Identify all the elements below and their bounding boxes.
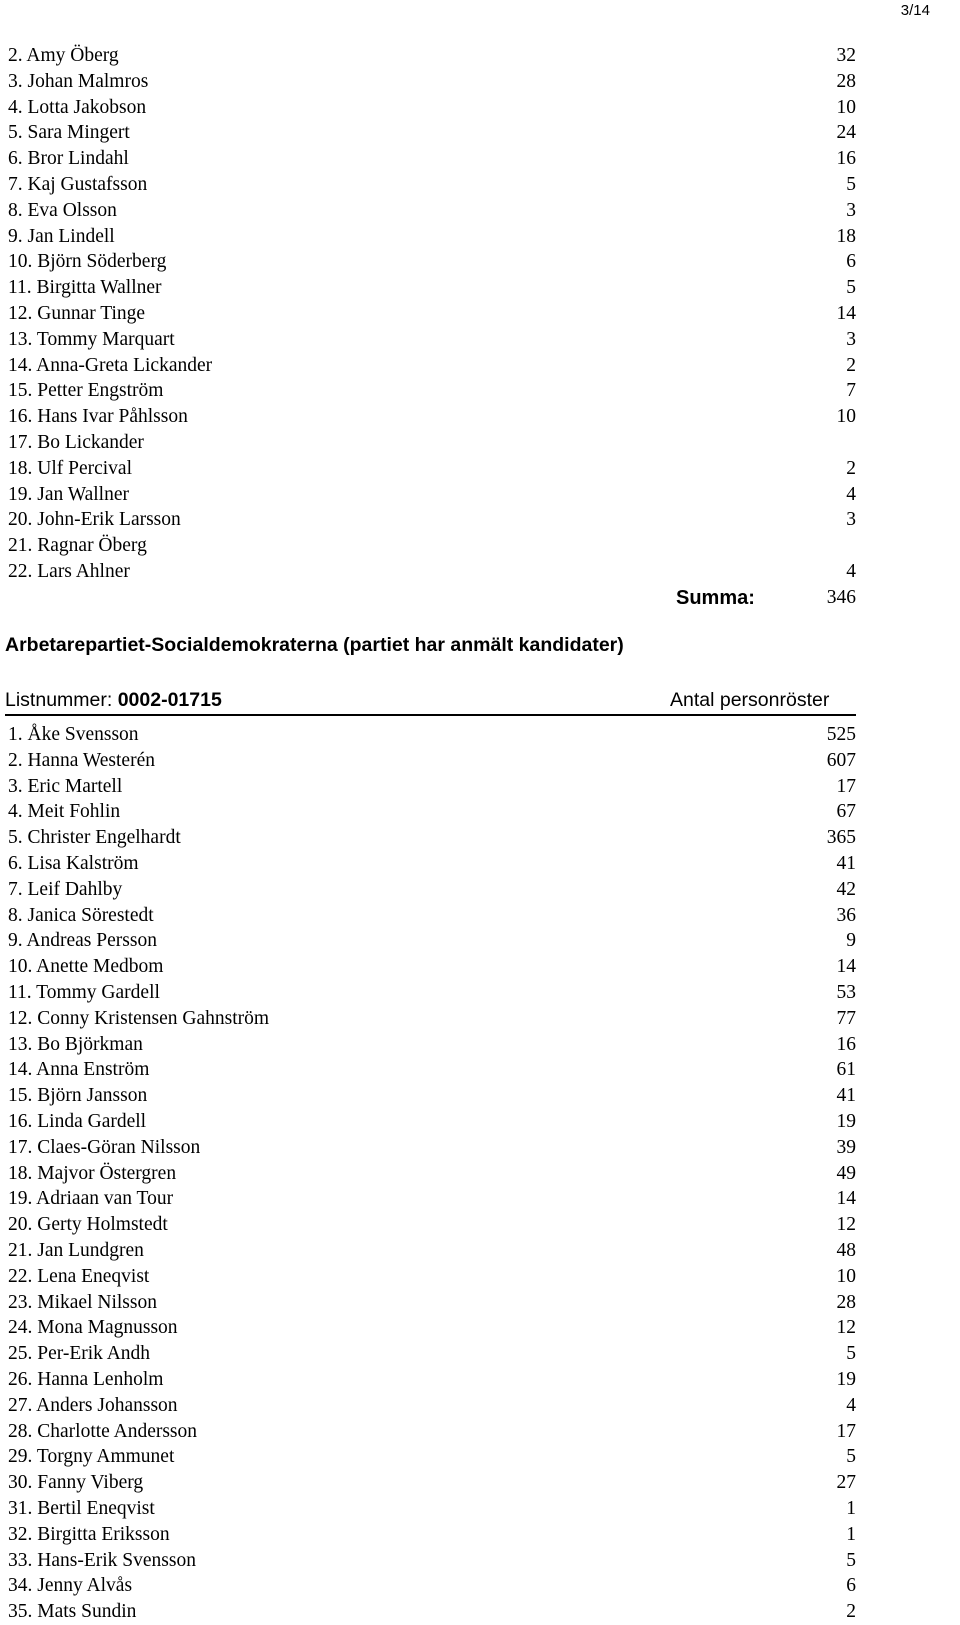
candidate-votes: 10	[836, 1265, 856, 1287]
candidate-votes: 17	[836, 775, 856, 797]
candidate-row	[8, 95, 856, 121]
candidate-votes: 49	[836, 1162, 856, 1184]
candidate-name: 4. Meit Fohlin	[8, 801, 121, 823]
candidate-votes: 14	[836, 302, 856, 324]
candidate-row	[8, 1161, 856, 1187]
candidate-name: 6. Lisa Kalström	[8, 852, 139, 874]
candidate-votes: 41	[836, 1085, 856, 1107]
candidate-row	[8, 198, 856, 224]
candidate-votes: 5	[846, 1343, 856, 1365]
candidate-row	[8, 69, 856, 95]
candidate-votes: 17	[836, 1420, 856, 1442]
candidate-name: 11. Tommy Gardell	[8, 981, 160, 1003]
candidate-votes: 19	[836, 1110, 856, 1132]
candidate-name: 6. Bror Lindahl	[8, 148, 129, 170]
candidate-votes: 5	[846, 173, 856, 195]
candidate-name: 29. Torgny Ammunet	[8, 1446, 175, 1468]
candidate-votes: 18	[836, 225, 856, 247]
candidate-votes: 28	[836, 70, 856, 92]
party-candidate-list	[8, 722, 856, 1625]
candidate-name: 13. Tommy Marquart	[8, 328, 175, 350]
candidate-name: 8. Eva Olsson	[8, 199, 117, 221]
candidate-row	[8, 249, 856, 275]
candidate-row	[8, 1419, 856, 1445]
candidate-row	[8, 1212, 856, 1238]
candidate-name: 19. Adriaan van Tour	[8, 1188, 174, 1210]
candidate-votes: 10	[836, 96, 856, 118]
candidate-name: 27. Anders Johansson	[8, 1394, 178, 1416]
candidate-row	[8, 1470, 856, 1496]
candidate-row	[8, 1393, 856, 1419]
candidate-votes: 9	[846, 930, 856, 952]
candidate-votes: 3	[846, 199, 856, 221]
candidate-votes: 6	[846, 1575, 856, 1597]
candidate-row	[8, 1573, 856, 1599]
candidate-name: 31. Bertil Eneqvist	[8, 1497, 155, 1519]
candidate-row	[8, 1032, 856, 1058]
candidate-row	[8, 172, 856, 198]
candidate-row	[8, 1083, 856, 1109]
candidate-name: 7. Leif Dahlby	[8, 878, 123, 900]
candidate-name: 20. Gerty Holmstedt	[8, 1214, 168, 1236]
summa-value: 346	[826, 587, 856, 608]
candidate-name: 9. Jan Lindell	[8, 225, 115, 247]
candidate-name: 7. Kaj Gustafsson	[8, 173, 148, 195]
candidate-row	[8, 1444, 856, 1470]
candidate-votes: 61	[836, 1059, 856, 1081]
candidate-row	[8, 825, 856, 851]
candidate-votes: 607	[826, 749, 856, 771]
candidate-votes: 48	[836, 1239, 856, 1261]
candidate-name: 24. Mona Magnusson	[8, 1317, 178, 1339]
candidate-name: 19. Jan Wallner	[8, 483, 129, 505]
candidate-row	[8, 1057, 856, 1083]
candidate-row	[8, 533, 856, 559]
candidate-name: 10. Anette Medbom	[8, 956, 164, 978]
candidate-row	[8, 1264, 856, 1290]
candidate-votes: 3	[846, 328, 856, 350]
candidate-votes: 12	[836, 1317, 856, 1339]
candidate-votes: 6	[846, 251, 856, 273]
candidate-name: 15. Petter Engström	[8, 380, 164, 402]
candidate-votes: 36	[836, 904, 856, 926]
candidate-row	[8, 1496, 856, 1522]
candidate-name: 14. Anna-Greta Lickander	[8, 354, 213, 376]
candidate-votes: 39	[836, 1136, 856, 1158]
candidate-name: 2. Hanna Westerén	[8, 749, 155, 771]
candidate-votes: 4	[846, 483, 856, 505]
candidate-name: 33. Hans-Erik Svensson	[8, 1549, 196, 1571]
candidate-row	[8, 120, 856, 146]
candidate-row	[8, 224, 856, 250]
candidate-votes: 7	[846, 380, 856, 402]
list-number-value: 0002-01715	[117, 689, 222, 711]
candidate-name: 12. Gunnar Tinge	[8, 302, 146, 324]
candidate-row	[8, 327, 856, 353]
candidate-votes: 2	[846, 354, 856, 376]
candidate-name: 22. Lars Ahlner	[8, 560, 130, 582]
candidate-row	[8, 404, 856, 430]
candidate-name: 30. Fanny Viberg	[8, 1472, 144, 1494]
summa-label: Summa:	[676, 587, 755, 609]
candidate-votes: 2	[846, 1601, 856, 1623]
candidate-row	[8, 1599, 856, 1625]
candidate-votes: 53	[836, 981, 856, 1003]
candidate-row	[8, 1109, 856, 1135]
candidate-votes: 365	[826, 827, 856, 849]
candidate-row	[8, 1367, 856, 1393]
candidate-row	[8, 507, 856, 533]
candidate-row	[8, 1135, 856, 1161]
candidate-row	[8, 378, 856, 404]
candidate-name: 3. Eric Martell	[8, 775, 123, 797]
candidate-row	[8, 928, 856, 954]
candidate-row	[8, 851, 856, 877]
candidate-row	[8, 275, 856, 301]
candidate-votes: 1	[846, 1523, 856, 1545]
candidate-votes: 1	[846, 1497, 856, 1519]
candidate-row	[8, 482, 856, 508]
candidate-votes: 14	[836, 956, 856, 978]
candidate-name: 26. Hanna Lenholm	[8, 1368, 164, 1390]
candidate-name: 14. Anna Enström	[8, 1059, 150, 1081]
candidate-row	[8, 456, 856, 482]
candidate-votes: 14	[836, 1188, 856, 1210]
candidate-name: 21. Ragnar Öberg	[8, 535, 147, 557]
candidate-row	[8, 559, 856, 585]
candidate-row	[8, 954, 856, 980]
candidate-row	[8, 430, 856, 456]
candidate-votes: 41	[836, 852, 856, 874]
list-number-label: Listnummer:	[5, 689, 118, 711]
list-number	[5, 686, 222, 714]
candidate-votes: 5	[846, 1446, 856, 1468]
candidate-name: 16. Hans Ivar Påhlsson	[8, 406, 188, 428]
candidate-votes: 24	[836, 122, 856, 144]
candidate-row	[8, 1238, 856, 1264]
candidate-votes: 525	[826, 724, 856, 745]
candidate-row	[8, 43, 856, 69]
candidate-row	[8, 774, 856, 800]
candidate-name: 16. Linda Gardell	[8, 1110, 147, 1132]
summa-row	[8, 584, 856, 612]
candidate-votes: 28	[836, 1291, 856, 1313]
candidate-name: 12. Conny Kristensen Gahnström	[8, 1007, 270, 1029]
candidate-name: 4. Lotta Jakobson	[8, 96, 147, 118]
candidate-row	[8, 799, 856, 825]
candidate-votes: 2	[846, 457, 856, 479]
candidate-votes: 32	[836, 45, 856, 66]
candidate-votes: 42	[836, 878, 856, 900]
candidate-votes: 5	[846, 277, 856, 299]
candidate-name: 20. John-Erik Larsson	[8, 509, 181, 531]
candidate-votes: 27	[836, 1472, 856, 1494]
page-number: 3/14	[900, 2, 930, 19]
candidate-name: 15. Björn Jansson	[8, 1085, 148, 1107]
candidate-name: 1. Åke Svensson	[8, 724, 139, 745]
candidate-name: 11. Birgitta Wallner	[8, 277, 162, 299]
candidate-name: 5. Sara Mingert	[8, 122, 130, 144]
candidate-votes: 4	[846, 1394, 856, 1416]
candidate-name: 13. Bo Björkman	[8, 1033, 143, 1055]
candidate-name: 22. Lena Eneqvist	[8, 1265, 150, 1287]
candidate-name: 5. Christer Engelhardt	[8, 827, 181, 849]
candidate-name: 3. Johan Malmros	[8, 70, 149, 92]
candidate-name: 34. Jenny Alvås	[8, 1575, 133, 1597]
previous-candidate-list	[8, 43, 856, 585]
candidate-row	[8, 980, 856, 1006]
candidate-row	[8, 301, 856, 327]
candidate-votes: 4	[846, 560, 856, 582]
candidate-row	[8, 1186, 856, 1212]
candidate-votes: 19	[836, 1368, 856, 1390]
candidate-name: 18. Ulf Percival	[8, 457, 133, 479]
candidate-name: 9. Andreas Persson	[8, 930, 157, 952]
candidate-name: 2. Amy Öberg	[8, 45, 119, 66]
candidate-name: 17. Bo Lickander	[8, 431, 144, 453]
candidate-row	[8, 1341, 856, 1367]
candidate-row	[8, 146, 856, 172]
candidate-row	[8, 722, 856, 748]
candidate-name: 35. Mats Sundin	[8, 1601, 137, 1623]
candidate-row	[8, 353, 856, 379]
candidate-row	[8, 1522, 856, 1548]
candidate-name: 18. Majvor Östergren	[8, 1162, 177, 1184]
candidate-votes: 12	[836, 1214, 856, 1236]
candidate-row	[8, 903, 856, 929]
candidate-row	[8, 1006, 856, 1032]
candidate-row	[8, 1290, 856, 1316]
candidate-name: 21. Jan Lundgren	[8, 1239, 144, 1261]
candidate-row	[8, 1548, 856, 1574]
candidate-name: 8. Janica Sörestedt	[8, 904, 154, 926]
party-heading: Arbetarepartiet-Socialdemokraterna (partiet har anmält kandidater)	[5, 634, 624, 656]
candidate-votes: 10	[836, 406, 856, 428]
candidate-votes: 3	[846, 509, 856, 531]
candidate-name: 23. Mikael Nilsson	[8, 1291, 157, 1313]
candidate-votes: 16	[836, 1033, 856, 1055]
candidate-votes: 67	[836, 801, 856, 823]
candidate-name: 25. Per-Erik Andh	[8, 1343, 151, 1365]
candidate-row	[8, 1315, 856, 1341]
list-header	[5, 686, 856, 716]
candidate-name: 10. Björn Söderberg	[8, 251, 167, 273]
candidate-votes: 16	[836, 148, 856, 170]
candidate-votes: 5	[846, 1549, 856, 1571]
votes-column-header: Antal personröster	[670, 689, 830, 711]
candidate-votes: 77	[836, 1007, 856, 1029]
candidate-row	[8, 877, 856, 903]
candidate-name: 17. Claes-Göran Nilsson	[8, 1136, 201, 1158]
candidate-name: 32. Birgitta Eriksson	[8, 1523, 170, 1545]
candidate-row	[8, 748, 856, 774]
candidate-name: 28. Charlotte Andersson	[8, 1420, 198, 1442]
